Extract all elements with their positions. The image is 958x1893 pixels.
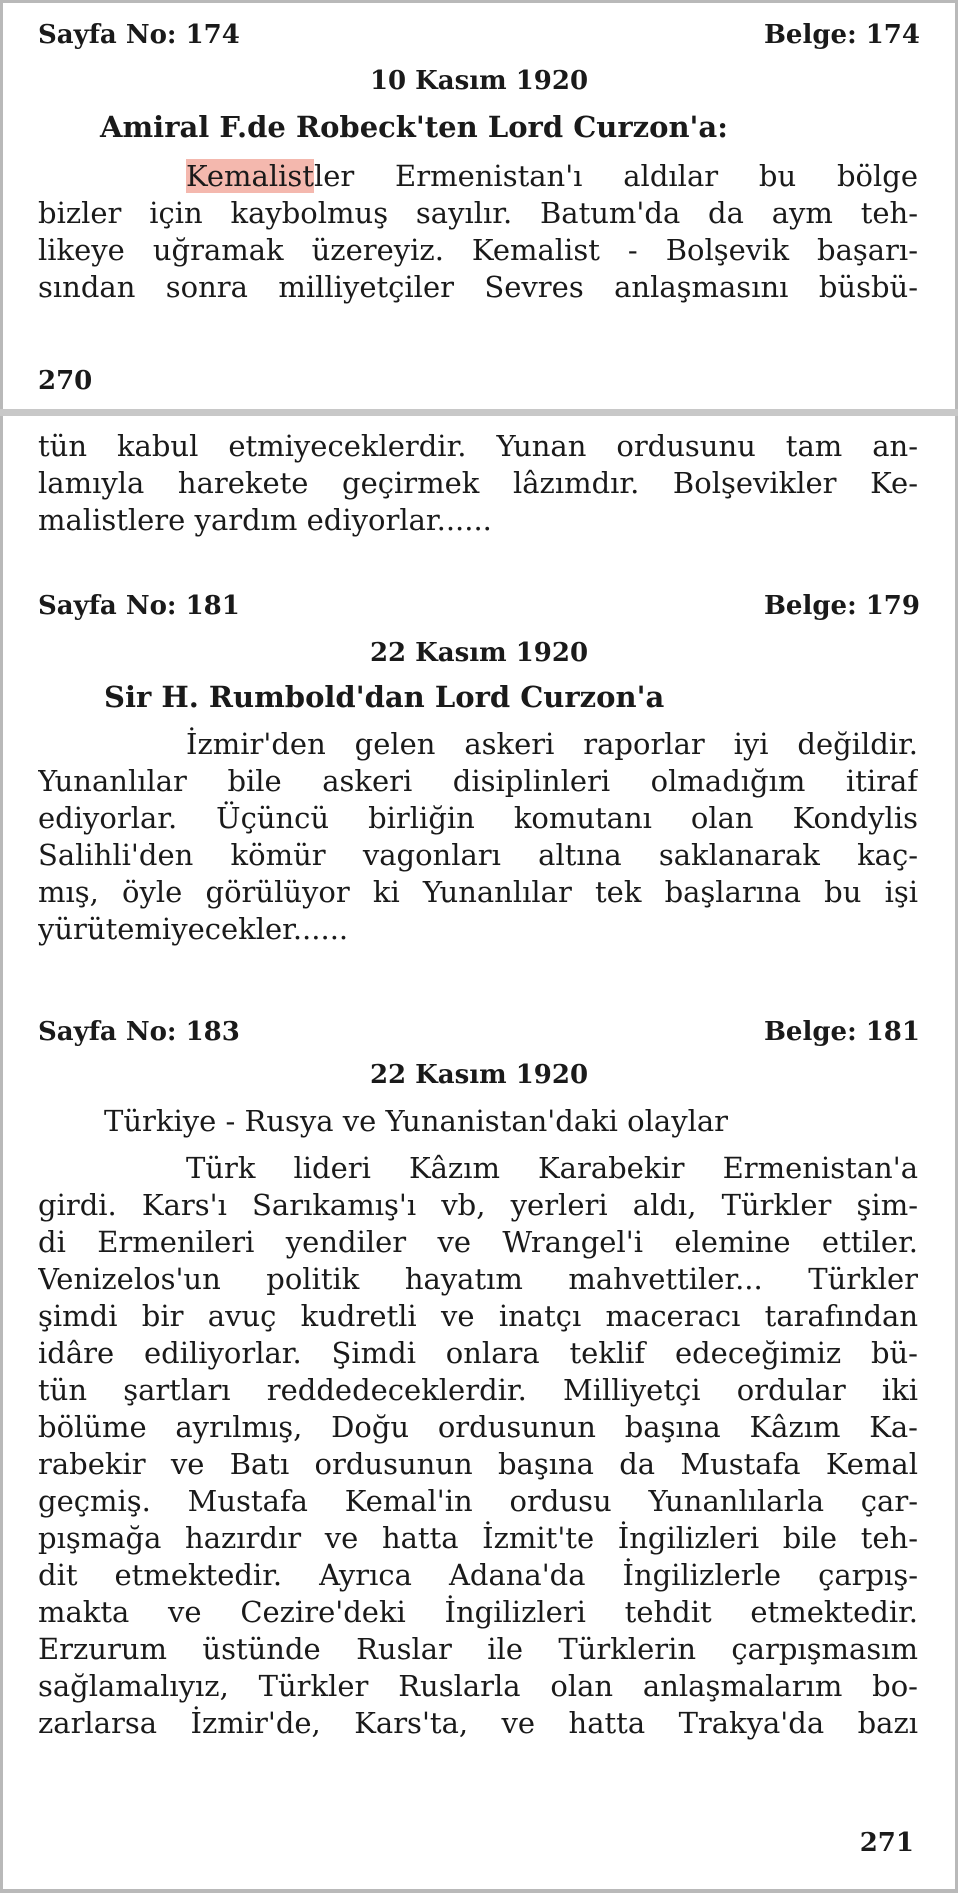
body-line: rabekir ve Batı ordusunun başına da Mustafa Kemal (38, 1447, 918, 1481)
body-line: tün şartları reddedeceklerdir. Milliyetçi ordular iki (38, 1373, 918, 1407)
body-line: malistlere yardım ediyorlar...... (38, 503, 492, 537)
page-number: 270 (38, 366, 93, 396)
body-line: zarlarsa İzmir'de, Kars'ta, ve hatta Trakya'da bazı (38, 1706, 918, 1740)
document-ref-right: Belge: 179 (763, 591, 920, 621)
page-number: 271 (859, 1828, 914, 1858)
body-line: girdi. Kars'ı Sarıkamış'ı vb, yerleri aldı, Türkler şim- (38, 1188, 918, 1222)
body-line: Erzurum üstünde Ruslar ile Türklerin çarpışmasım (38, 1632, 918, 1666)
body-line: makta ve Cezire'deki İngilizleri tehdit etmektedir. (38, 1595, 918, 1629)
letter-date: 22 Kasım 1920 (369, 1060, 589, 1090)
page-ref-left: Sayfa No: 174 (38, 20, 240, 50)
body-line: likeye uğramak üzereyiz. Kemalist - Bolşevik başarı- (38, 233, 918, 267)
letter-body (38, 1150, 918, 1742)
title-sender: Amiral F.de Robeck'ten (100, 110, 488, 144)
body-line: Türk lideri Kâzım Karabekir Ermenistan'a (186, 1151, 918, 1185)
body-line: şimdi bir avuç kudretli ve inatçı maceracı tarafından (38, 1299, 918, 1333)
highlighted-word[interactable]: Kemalist (186, 159, 314, 193)
first-line-rest: ler Ermenistan'ı aldılar bu bölge (313, 159, 918, 193)
body-line: di Ermenileri yendiler ve Wrangel'i elemine ettiler. (38, 1225, 918, 1259)
body-line: sağlamalıyız, Türkler Ruslarla olan anlaşmalarım bo- (38, 1669, 918, 1703)
body-line: dit etmektedir. Ayrıca Adana'da İngilizlerle çarpış- (38, 1558, 918, 1592)
page-ref-left: Sayfa No: 181 (38, 591, 240, 621)
continuation-text (38, 428, 918, 539)
body-line: İzmir'den gelen askeri raporlar iyi değildir. (186, 727, 918, 761)
body-line: Yunanlılar bile askeri disiplinleri olmadığım itiraf (38, 764, 918, 798)
body-line: sından sonra milliyetçiler Sevres anlaşmasını büsbü- (38, 270, 918, 304)
body-line: lamıyla harekete geçirmek lâzımdır. Bolşevikler Ke- (38, 466, 918, 500)
body-line: yürütemiyecekler...... (38, 912, 349, 946)
body-line: tün kabul etmiyeceklerdir. Yunan ordusunu tam an- (38, 429, 918, 463)
letter-date: 22 Kasım 1920 (369, 638, 589, 668)
letter-date: 10 Kasım 1920 (369, 66, 589, 96)
body-line: mış, öyle görülüyor ki Yunanlılar tek başlarına bu işi (38, 875, 918, 909)
letter-body (38, 158, 918, 306)
body-line: bizler için kaybolmuş sayılır. Batum'da da aym teh- (38, 196, 918, 230)
page-ref-left: Sayfa No: 183 (38, 1017, 240, 1047)
body-line: ediyorlar. Üçüncü birliğin komutanı olan Kondylis (38, 801, 918, 835)
body-line: Salihli'den kömür vagonları altına saklanarak kaç- (38, 838, 918, 872)
letter-title: Sir H. Rumbold'dan Lord Curzon'a (104, 680, 665, 714)
body-line: idâre ediliyorlar. Şimdi onlara teklif edeceğimiz bü- (38, 1336, 918, 1370)
body-line: Venizelos'un politik hayatım mahvettiler... Türkler (38, 1262, 918, 1296)
body-line: bölüme ayrılmış, Doğu ordusunun başına Kâzım Ka- (38, 1410, 918, 1444)
body-line (38, 158, 918, 195)
letter-title: Türkiye - Rusya ve Yunanistan'daki olaylar (104, 1104, 729, 1138)
document-ref-right: Belge: 174 (763, 20, 920, 50)
body-line: pışmağa hazırdır ve hatta İzmit'te İngilizleri bile teh- (38, 1521, 918, 1555)
letter-body (38, 726, 918, 948)
document-ref-right: Belge: 181 (763, 1017, 920, 1047)
title-recipient: Lord Curzon'a: (487, 110, 728, 144)
body-line: geçmiş. Mustafa Kemal'in ordusu Yunanlılarla çar- (38, 1484, 918, 1518)
letter-title (100, 110, 728, 144)
